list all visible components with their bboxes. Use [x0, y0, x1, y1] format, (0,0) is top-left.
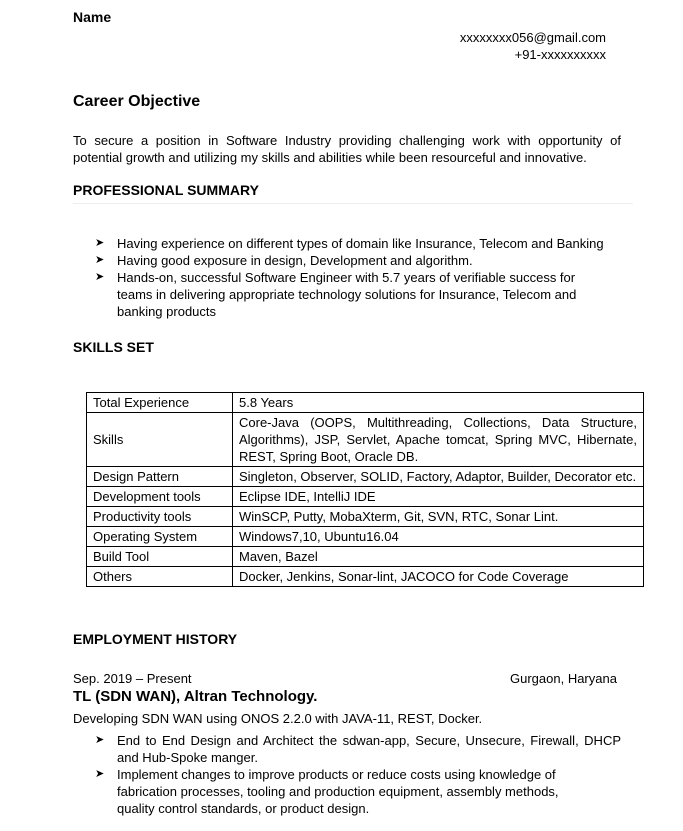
list-item: ➤ End to End Design and Architect the sdwan-app, Secure, Unsecure, Firewall, DHCP and Hub-Spoke manger.	[95, 733, 621, 765]
skill-key: Skills	[87, 413, 233, 467]
arrow-bullet-icon: ➤	[95, 734, 105, 746]
list-item: ➤ Implement changes to improve products or reduce costs using knowledge of fabrication processes, tooling and production equipment, assembly methods, quality control standards, or product design.	[95, 767, 559, 816]
candidate-name: Name	[73, 9, 112, 25]
arrow-bullet-icon: ➤	[95, 271, 105, 283]
job-bullets	[73, 732, 621, 817]
skill-key: Operating System	[87, 527, 233, 547]
skill-value: Docker, Jenkins, Sonar-lint, JACOCO for Code Coverage	[233, 567, 644, 587]
skill-value: 5.8 Years	[233, 393, 644, 413]
skill-key: Productivity tools	[87, 507, 233, 527]
job-location: Gurgaon, Haryana	[510, 671, 617, 686]
professional-summary-heading: PROFESSIONAL SUMMARY	[73, 182, 259, 198]
email-text: xxxxxxxx056@gmail.com	[459, 30, 606, 45]
job-dates: Sep. 2019 – Present	[73, 671, 192, 686]
job-description: Developing SDN WAN using ONOS 2.2.0 with JAVA-11, REST, Docker.	[73, 711, 483, 726]
table-row	[87, 527, 644, 547]
skill-value: Windows7,10, Ubuntu16.04	[233, 527, 644, 547]
section-divider	[73, 203, 633, 204]
list-item: ➤ Hands-on, successful Software Engineer with 5.7 years of verifiable success for teams in delivering appropriate technology solutions for Insurance, Telecom and banking products	[95, 270, 577, 319]
table-row	[87, 487, 644, 507]
table-row	[87, 507, 644, 527]
skill-value: Singleton, Observer, SOLID, Factory, Adaptor, Builder, Decorator etc.	[233, 467, 644, 487]
table-row	[87, 413, 644, 467]
summary-list	[73, 235, 633, 320]
skills-set-heading: SKILLS SET	[73, 339, 154, 355]
table-row	[87, 467, 644, 487]
table-row	[87, 567, 644, 587]
list-item: ➤ Having experience on different types of domain like Insurance, Telecom and Banking	[95, 236, 604, 251]
arrow-bullet-icon: ➤	[95, 768, 105, 780]
career-objective-heading: Career Objective	[73, 93, 201, 110]
skill-value: Core-Java (OOPS, Multithreading, Collections, Data Structure, Algorithms), JSP, Servlet, Apache tomcat, Spring MVC, Hibernate, REST, Spring Boot, Oracle DB.	[233, 413, 644, 467]
list-item: ➤ Having good exposure in design, Development and algorithm.	[95, 253, 473, 268]
skill-value: Maven, Bazel	[233, 547, 644, 567]
arrow-bullet-icon: ➤	[95, 254, 105, 266]
skill-value: WinSCP, Putty, MobaXterm, Git, SVN, RTC, Sonar Lint.	[233, 507, 644, 527]
contact-block	[460, 29, 606, 63]
skill-key: Design Pattern	[87, 467, 233, 487]
job-title: TL (SDN WAN), Altran Technology.	[73, 688, 318, 705]
arrow-bullet-icon: ➤	[95, 237, 105, 249]
career-objective-text: To secure a position in Software Industry providing challenging work with opportunity of potential growth and utilizing my skills and abilities while been resourceful and innovative.	[73, 133, 621, 165]
phone-text: +91-xxxxxxxxxx	[514, 47, 606, 62]
skill-value: Eclipse IDE, IntelliJ IDE	[233, 487, 644, 507]
skills-table	[86, 392, 644, 587]
employment-history-heading: EMPLOYMENT HISTORY	[73, 631, 238, 647]
skill-key: Build Tool	[87, 547, 233, 567]
skill-key: Others	[87, 567, 233, 587]
skill-key: Total Experience	[87, 393, 233, 413]
table-row	[87, 393, 644, 413]
table-row	[87, 547, 644, 567]
skill-key: Development tools	[87, 487, 233, 507]
